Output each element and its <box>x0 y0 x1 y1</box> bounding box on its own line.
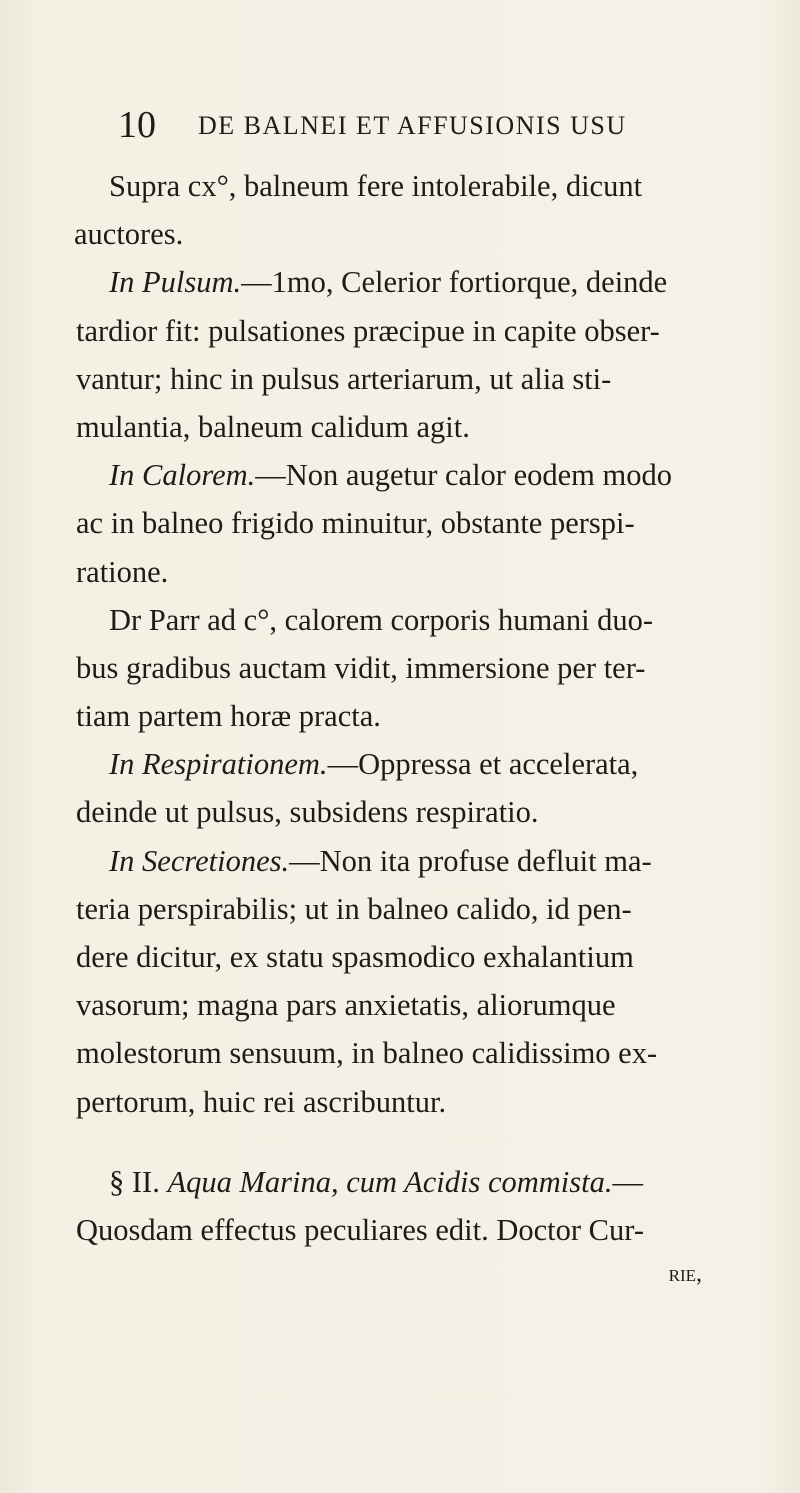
text-line: pertorum, huic rei ascribuntur. <box>76 1084 447 1119</box>
page-header <box>118 100 738 150</box>
text-line: In Respirationem.—Oppressa et accelerata, <box>109 747 639 782</box>
text-line: In Pulsum.—1mo, Celerior fortiorque, deinde <box>109 265 668 300</box>
text-line: Supra cx°, balneum fere intolerabile, dicunt <box>109 169 643 203</box>
text-line: teria perspirabilis; ut in balneo calido, id pen- <box>76 891 632 926</box>
text-line: In Calorem.—Non augetur calor eodem modo <box>109 458 672 493</box>
text-line: auctores. <box>74 217 184 252</box>
text-line: tardior fit: pulsationes præcipue in capite obser- <box>76 313 660 348</box>
text-line: Quosdam effectus peculiares edit. Doctor Cur- <box>76 1212 644 1247</box>
text-line: bus gradibus auctam vidit, immersione per ter- <box>76 650 646 685</box>
section-gap <box>76 1126 748 1158</box>
text-line: ratione. <box>76 554 169 589</box>
text-line: dere dicitur, ex statu spasmodico exhalantium <box>76 940 634 974</box>
text-line: Dr Parr ad c°, calorem corporis humani duo- <box>109 602 654 637</box>
text-line: tiam partem horæ practa. <box>76 699 381 734</box>
text-line: deinde ut pulsus, subsidens respiratio. <box>76 795 539 830</box>
running-title: DE BALNEI ET AFFUSIONIS USU <box>198 111 627 140</box>
main-text <box>76 162 748 1294</box>
text-line: vantur; hinc in pulsus arteriarum, ut alia sti- <box>76 361 612 396</box>
text-line: mulantia, balneum calidum agit. <box>76 409 470 444</box>
text-line: vasorum; magna pars anxietatis, aliorumque <box>76 988 616 1023</box>
text-line: molestorum sensuum, in balneo calidissimo ex- <box>76 1036 658 1071</box>
catchword: rie, <box>668 1261 702 1288</box>
text-line: ac in balneo frigido minuitur, obstante perspi- <box>76 506 635 541</box>
text-line: In Secretiones.—Non ita profuse defluit ma- <box>109 843 652 878</box>
page-number: 10 <box>118 104 156 146</box>
section-heading-line: § II. Aqua Marina, cum Acidis commista.— <box>109 1164 643 1199</box>
